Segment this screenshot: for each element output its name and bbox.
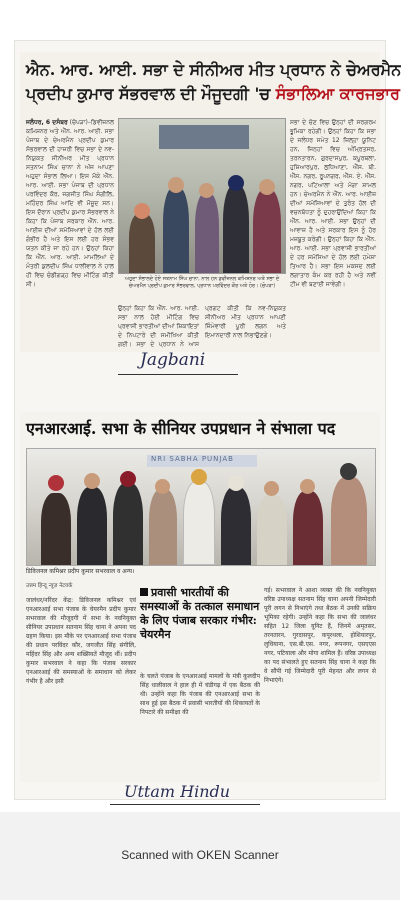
headline-line-2 [26, 84, 400, 104]
photo-person [221, 487, 251, 565]
photo-person [253, 189, 281, 273]
photo-head [155, 479, 170, 494]
photo-caption-hindi: डिविजनल कमिश्नर प्रदीप कुमार सभरवाल व अन्य। [26, 568, 135, 575]
photo-head [134, 203, 150, 219]
photo-person [331, 477, 367, 565]
photo-person [163, 187, 189, 273]
photo-head [48, 475, 64, 491]
photo-head [264, 481, 279, 496]
photo-person [41, 493, 71, 565]
photo-head [228, 175, 244, 191]
headline-line-1: ਐਨ. ਆਰ. ਆਈ. ਸਭਾ ਦੇ ਸੀਨੀਅਰ ਮੀਤ ਪ੍ਰਧਾਨ ਨੇ ਚੇਅਰਮੈਨ [26, 60, 401, 79]
scanner-footer [0, 812, 400, 900]
photo-person [77, 487, 107, 565]
photo-caption: ਅਹੁਦਾ ਸੰਭਾਲਦੇ ਹੋਏ ਸਤਨਾਮ ਸਿੰਘ ਚਾਨਾ, ਨਾਲ ਹਨ ਡਵੀਜ਼ਨਲ ਕਮਿਸ਼ਨਰ ਅਤੇ ਸਭਾ ਦੇ ਚੇਅਰਮੈਨ ਪ੍ਰਦੀਪ ਕੁਮਾਰ ਸੱਭਰਵਾਲ, ਪ੍ਰਧਾਨ ਪਰਵਿੰਦਰ ਕੌਰ ਅਤੇ ਹੋਰ। (ਚੋਪੜਾ) [124, 276, 280, 289]
photo-person [149, 489, 177, 565]
article-column-1 [26, 118, 114, 350]
photo-head [191, 469, 207, 485]
photo-person [293, 491, 323, 565]
hindi-article-column-3: गई। सभरवाल ने आशा व्यक्त की कि नवनियुक्त वरिष्ठ उपाध्यक्ष सतनाम सिंह चाना अपनी जिम्मेदारी पूरी लगन से निभाएंगे तथा बैठक में उनकी सक्रिय भूमिका रहेगी। उन्होंने कहा कि सभा की जालंधर सहित 12 जिला यूनिट हैं, जिनमें अमृतसर, तरनतारन, गुरदासपुर, कपूरथला, होशियारपुर, लुधियाना, एस.बी.एस. नगर, रूपनगर, एसएएस नगर, पटियाला और मोगा शामिल हैं। वरिष्ठ उपाध्यक्ष का पद संभालते हुए सतनाम सिंह चाना ने कहा कि वे सौंपी गई जिम्मेदारी पूरी मेहनत और लगन से निभाएंगे। [264, 587, 376, 684]
photo-head [340, 463, 357, 480]
newspaper-clipping-hindi [20, 412, 380, 782]
sub-headline-text: प्रवासी भारतीयों की समस्याओं के तत्काल समाधान के लिए पंजाब सरकार गंभीर: चेयरमैन [140, 586, 260, 641]
meeting-photo [118, 118, 286, 274]
sub-headline [140, 586, 260, 642]
photo-head [259, 179, 275, 195]
underline-2 [110, 804, 260, 805]
photo-head [120, 471, 136, 487]
dateline: ਜਲੰਧਰ, 6 ਦਸੰਬਰ [26, 119, 68, 126]
hindi-article-column-1: जालंधर/नरिंदर केंद्र: डिविजनल कमिश्नर एवं एनआरआई सभा पंजाब के चेयरमैन प्रदीप कुमार सभरवाल की मौजूदगी में सभा के नवनियुक्त सीनियर उपप्रधान सतनाम सिंह चाना ने अपना पद ग्रहण किया। इस मौके पर एनआरआई सभा पंजाब की प्रधान परविंदर कौर, जगजीत सिंह संगीलि, महिंदर सिंह और अन्य शख्सियतें मौजूद थीं। प्रदीप कुमार सभरवाल ने कहा कि पंजाब सरकार एनआरआई की समस्याओं के समाधान को लेकर गंभीर है और इसी [26, 597, 136, 685]
article-column-3: ਸਭਾ ਦੇ ਚੋਣ ਵਿਚ ਉਨ੍ਹਾਂ ਦੀ ਸਰਗਰਮ ਭੂਮਿਕਾ ਰਹੇਗੀ। ਉਨ੍ਹਾਂ ਕਿਹਾ ਕਿ ਸਭਾ ਦੇ ਜਲੰਧਰ ਸਮੇਤ 12 ਜ਼ਿਲ੍ਹਾ ਯੂਨਿਟ ਹਨ, ਜਿਨ੍ਹਾਂ ਵਿਚ ਅੰਮ੍ਰਿਤਸਰ, ਤਰਨਤਾਰਨ, ਗੁਰਦਾਸਪੁਰ, ਕਪੂਰਥਲਾ, ਹੁਸ਼ਿਆਰਪੁਰ, ਲੁਧਿਆਣਾ, ਐੱਸ. ਬੀ. ਐੱਸ. ਨਗਰ, ਰੂਪਨਗਰ, ਐੱਸ. ਏ. ਐੱਸ. ਨਗਰ, ਪਟਿਆਲਾ ਅਤੇ ਮੋਗਾ ਸ਼ਾਮਲ ਹਨ। ਚੇਅਰਮੈਨ ਨੇ ਐੱਨ. ਆਰ. ਆਈਜ਼ ਦੀਆਂ ਸਮੱਸਿਆਵਾਂ ਦੇ ਤੁਰੰਤ ਹੱਲ ਦੀ ਵਚਨਬੱਧਤਾ ਨੂੰ ਦੁਹਰਾਉਂਦਿਆਂ ਕਿਹਾ ਕਿ ਐੱਨ. ਆਰ. ਆਈ. ਸਭਾ ਉਨ੍ਹਾਂ ਦੀ ਆਵਾਜ਼ ਹੈ ਅਤੇ ਸਰਕਾਰ ਇਸ ਨੂੰ ਹੋਰ ਮਜ਼ਬੂਤ ਕਰੇਗੀ। ਉਨ੍ਹਾਂ ਕਿਹਾ ਕਿ ਐੱਨ. ਆਰ. ਆਈ. ਸਭਾ ਪ੍ਰਵਾਸੀ ਭਾਰਤੀਆਂ ਦੇ ਹਰ ਸਮੱਸਿਆ ਦੇ ਹੱਲ ਲਈ ਹਮੇਸ਼ਾ ਤਿਆਰ ਹੈ। ਸਭਾ ਇਸ ਮਕਸਦ ਲਈ ਲਗਾਤਾਰ ਕੰਮ ਕਰ ਰਹੀ ਹੈ ਅਤੇ ਨਵੀਂ ਟੀਮ ਵੀ ਬਣਾਈ ਜਾਵੇਗੀ। [290, 119, 376, 288]
square-bullet-icon [140, 588, 148, 596]
hindi-article-column-2: के चलते पंजाब के एनआरआई मामलों के मंत्री कुलदीप सिंह धालीवाल ने हाल ही में चंडीगढ़ में एक बैठक की थी। उन्होंने कहा कि पंजाब की एनआरआई सभा के साथ हुई इस बैठक में प्रवासी भारतीयों की शिकायतों के निपटारे की समीक्षा की [140, 673, 260, 716]
photo-person [113, 483, 143, 565]
photo-person [129, 213, 155, 273]
photo-person [195, 193, 219, 273]
handwritten-source-label-2: Uttam Hindu [124, 782, 231, 801]
article-column-2: ਉਨ੍ਹਾਂ ਕਿਹਾ ਕਿ ਐੱਨ. ਆਰ. ਆਈ. ਸਭਾ ਨਾਲ ਹੋਈ ਮੀਟਿੰਗ ਵਿਚ ਪ੍ਰਵਾਸੀ ਭਾਰਤੀਆਂ ਦੀਆਂ ਸ਼ਿਕਾਇਤਾਂ ਦੇ ਨਿਪਟਾਰੇ ਦੀ ਸਮੀਖਿਆ ਕੀਤੀ ਗਈ। ਸਭਾ ਦੇ ਪ੍ਰਧਾਨ ਨੇ ਆਸ ਪ੍ਰਗਟ ਕੀਤੀ ਕਿ ਨਵ-ਨਿਯੁਕਤ ਸੀਨੀਅਰ ਮੀਤ ਪ੍ਰਧਾਨ ਆਪਣੀ ਜ਼ਿੰਮੇਵਾਰੀ ਪੂਰੀ ਲਗਨ ਅਤੇ ਇਮਾਨਦਾਰੀ ਨਾਲ ਨਿਭਾਉਣਗੇ। [118, 305, 286, 348]
scanner-watermark: Scanned with OKEN Scanner [121, 848, 279, 862]
photo-person [223, 185, 249, 273]
photo-head [84, 473, 100, 489]
photo-person [257, 495, 287, 565]
underline-1 [118, 374, 238, 375]
headline-hindi: एनआरआई. सभा के सीनियर उपप्रधान ने संभाला पद [26, 419, 336, 438]
photo-backdrop-text: NRI SABHA PUNJAB [151, 455, 234, 463]
article-column-1-text: (ਚੋਪੜਾ)–ਡਿਵੀਜ਼ਨਲ ਕਮਿਸ਼ਨਰ ਅਤੇ ਐੱਨ. ਆਰ. ਆਈ. ਸਭਾ ਪੰਜਾਬ ਦੇ ਚੇਅਰਮੈਨ ਪ੍ਰਦੀਪ ਕੁਮਾਰ ਸੱਭਰਵਾਲ ਦੀ ਹਾਜ਼ਰੀ ਵਿਚ ਸਭਾ ਦੇ ਨਵ-ਨਿਯੁਕਤ ਸੀਨੀਅਰ ਮੀਤ ਪ੍ਰਧਾਨ ਸਤਨਾਮ ਸਿੰਘ ਚਾਨਾ ਨੇ ਅੱਜ ਆਪਣਾ ਅਹੁਦਾ ਸੰਭਾਲ ਲਿਆ। ਇਸ ਮੌਕੇ ਐੱਨ. ਆਰ. ਆਈ. ਸਭਾ ਪੰਜਾਬ ਦੀ ਪ੍ਰਧਾਨ ਪਰਵਿੰਦਰ ਕੌਰ, ਜਗਜੀਤ ਸਿੰਘ ਸੰਗੀਲਿ, ਮਹਿੰਦਰ ਸਿੰਘ ਆਦਿ ਵੀ ਮੌਜੂਦ ਸਨ। ਇਸ ਦੌਰਾਨ ਪ੍ਰਦੀਪ ਕੁਮਾਰ ਸੱਭਰਵਾਲ ਨੇ ਕਿਹਾ ਕਿ ਪੰਜਾਬ ਸਰਕਾਰ ਐੱਨ. ਆਰ. ਆਈਜ਼ ਦੀਆਂ ਸਮੱਸਿਆਵਾਂ ਦੇ ਹੱਲ ਲਈ ਗੰਭੀਰ ਹੈ ਅਤੇ ਇਸ ਲਈ ਹਰ ਸੰਭਵ ਯਤਨ ਕੀਤੇ ਜਾ ਰਹੇ ਹਨ। ਉਨ੍ਹਾਂ ਕਿਹਾ ਕਿ ਐੱਨ. ਆਰ. ਆਈ. ਮਾਮਲਿਆਂ ਦੇ ਮੰਤਰੀ ਕੁਲਦੀਪ ਸਿੰਘ ਧਾਲੀਵਾਲ ਨੇ ਹਾਲ ਹੀ ਵਿਚ ਚੰਡੀਗੜ੍ਹ ਵਿਚ ਮੀਟਿੰਗ ਕੀਤੀ ਸੀ। [26, 119, 114, 288]
group-photo [26, 448, 376, 566]
photo-person [183, 481, 215, 565]
sub-headline-box [140, 586, 260, 668]
photo-wall-board [159, 125, 249, 149]
photo-head [300, 479, 315, 494]
headline-line-2-black: ਪ੍ਰਦੀਪ ਕੁਮਾਰ ਸੱਭਰਵਾਲ ਦੀ ਮੌਜੂਦਗੀ 'ਚ [26, 84, 276, 103]
photo-head [168, 177, 184, 193]
handwritten-source-label-1: Jagbani [140, 350, 206, 370]
headline-line-2-red: ਸੰਭਾਲਿਆ ਕਾਰਜਭਾਰ [275, 84, 400, 103]
photo-head [228, 475, 244, 491]
byline: उत्तम हिन्दू न्यूज़ नेटवर्क [26, 583, 73, 589]
photo-head [199, 183, 214, 198]
newspaper-clipping-punjabi [20, 52, 401, 352]
